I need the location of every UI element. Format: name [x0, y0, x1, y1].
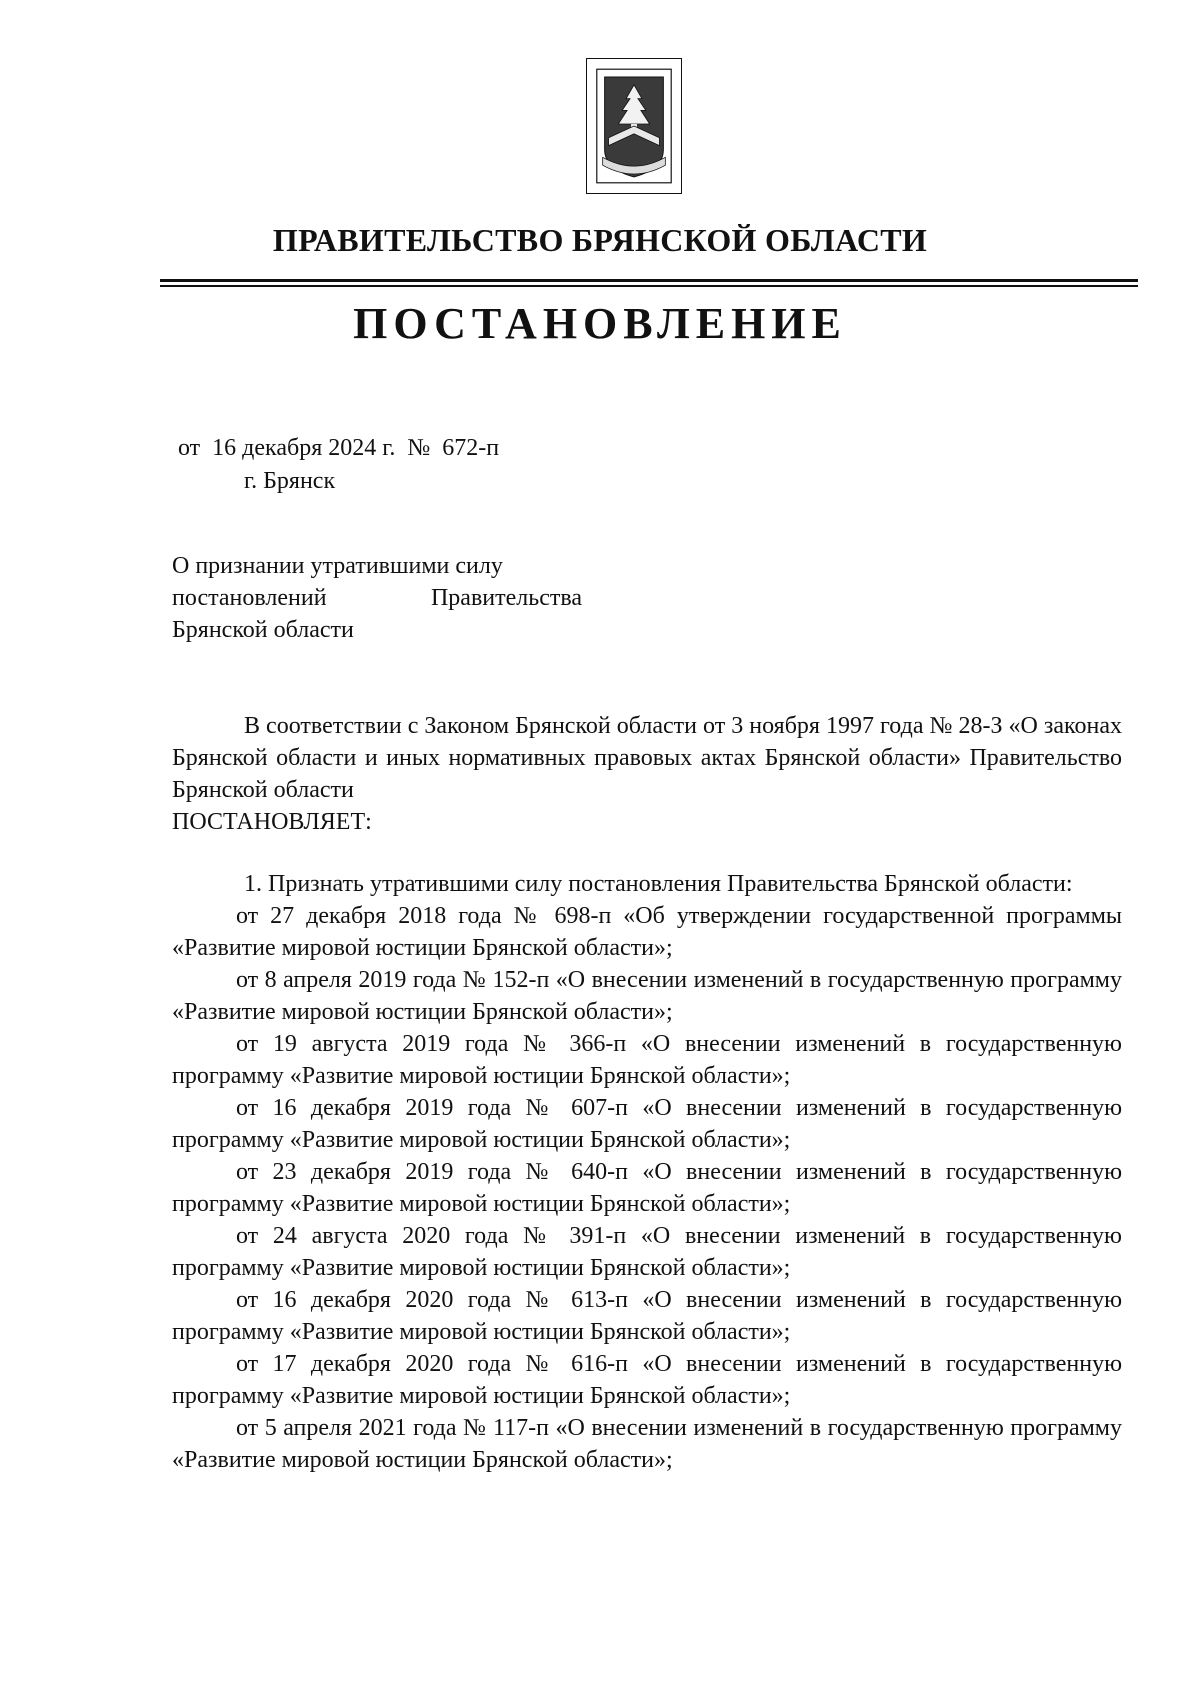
subject-line-2b: Правительства [430, 585, 582, 611]
resolves-heading: ПОСТАНОВЛЯЕТ: [172, 809, 372, 835]
document-city: г. Брянск [244, 468, 336, 494]
header-rule-thin [160, 285, 1138, 287]
clause-1-item: от 8 апреля 2019 года № 152-п «О внесении изменений в государственную программу «Развитие мировой юстиции Брянской области»; [172, 967, 1122, 1025]
clause-1-item: от 24 августа 2020 года № 391-п «О внесении изменений в государственную программу «Развитие мировой юстиции Брянской области»; [172, 1223, 1122, 1281]
clause-1-item: от 16 декабря 2020 года № 613-п «О внесении изменений в государственную программу «Развитие мировой юстиции Брянской области»; [172, 1287, 1122, 1345]
subject-line-2a: постановлений [172, 585, 327, 611]
clause-1-item: от 27 декабря 2018 года № 698-п «Об утверждении государственной программы «Развитие мировой юстиции Брянской области»; [172, 903, 1122, 961]
document-date-number: от 16 декабря 2024 г. № 672-п [178, 435, 500, 461]
preamble-paragraph: В соответствии с Законом Брянской области от 3 ноября 1997 года № 28-З «О законах Брянской области и иных нормативных правовых актах Брянской области» Правительство Брянской области [172, 713, 1122, 803]
subject-line-2 [172, 582, 582, 614]
subject-line-3: Брянской области [172, 617, 354, 643]
header-rule-thick [160, 279, 1138, 282]
document-subject [172, 550, 582, 646]
clause-1-item: от 17 декабря 2020 года № 616-п «О внесении изменений в государственную программу «Развитие мировой юстиции Брянской области»; [172, 1351, 1122, 1409]
coat-of-arms-icon [586, 58, 682, 194]
document-type-title: ПОСТАНОВЛЕНИЕ [353, 299, 847, 348]
clause-1-item: от 23 декабря 2019 года № 640-п «О внесении изменений в государственную программу «Развитие мировой юстиции Брянской области»; [172, 1159, 1122, 1217]
clause-1-item: от 19 августа 2019 года № 366-п «О внесении изменений в государственную программу «Развитие мировой юстиции Брянской области»; [172, 1031, 1122, 1089]
subject-line-1: О признании утратившими силу [172, 553, 503, 579]
organization-title: ПРАВИТЕЛЬСТВО БРЯНСКОЙ ОБЛАСТИ [272, 222, 928, 258]
document-body [172, 710, 1122, 1476]
clause-1-intro: 1. Признать утратившими силу постановления Правительства Брянской области: [244, 871, 1073, 897]
clause-1-item: от 5 апреля 2021 года № 117-п «О внесении изменений в государственную программу «Развитие мировой юстиции Брянской области»; [172, 1415, 1122, 1473]
clause-1-item: от 16 декабря 2019 года № 607-п «О внесении изменений в государственную программу «Развитие мировой юстиции Брянской области»; [172, 1095, 1122, 1153]
